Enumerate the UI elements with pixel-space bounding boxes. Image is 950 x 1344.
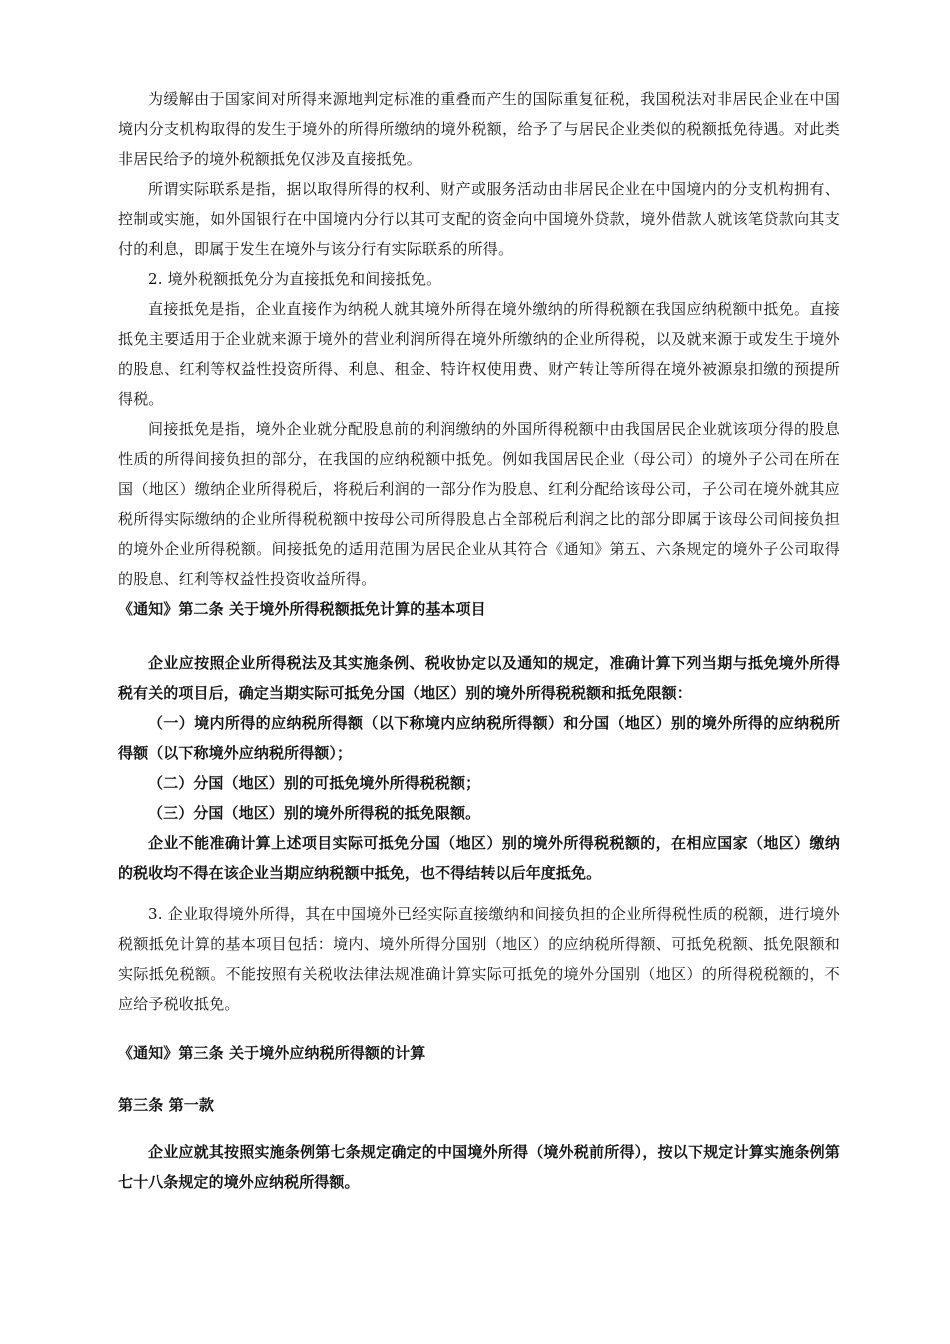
paragraph-actual-connection: 所谓实际联系是指，据以取得所得的权利、财产或服务活动由非居民企业在中国境内的分支机构拥有、控制或实施，如外国银行在中国境内分行以其可支配的资金向中国境外贷款，境外借款人就该笔贷款向其支付的利息，即属于发生在境外与该分行有实际联系的所得。 [118,180,840,258]
section-heading-article-2: 《通知》第二条 关于境外所得税额抵免计算的基本项目 [118,600,486,618]
explanation-block-2 [118,899,840,1019]
article-2-item-3: （三）分国（地区）别的境外所得税的抵免限额。 [148,804,481,822]
article-2-intro: 企业应按照企业所得税法及其实施条例、税收协定以及通知的规定，准确计算下列当期与抵免境外所得税有关的项目后，确定当期实际可抵免分国（地区）别的境外所得税税额和抵免限额： [118,654,840,702]
article-2-text [118,648,840,888]
article-2-item-1: （一）境内所得的应纳税所得额（以下称境内应纳税所得额）和分国（地区）别的境外所得的应纳税所得额（以下称境外应纳税所得额）； [118,714,840,762]
paragraph-indirect-credit: 间接抵免是指，境外企业就分配股息前的利润缴纳的外国所得税额中由我国居民企业就该项分得的股息性质的所得间接负担的部分，在我国的应纳税额中抵免。例如我国居民企业（母公司）的境外子公司在所在国（地区）缴纳企业所得税后，将税后利润的一部分作为股息、红利分配给该母公司，子公司在境外就其应税所得实际缴纳的企业所得税税额中按母公司所得股息占全部税后利润之比的部分即属于该母公司间接负担的境外企业所得税额。间接抵免的适用范围为居民企业从其符合《通知》第五、六条规定的境外子公司取得的股息、红利等权益性投资收益所得。 [118,420,840,588]
article-3-clause-1-text: 企业应就其按照实施条例第七条规定确定的中国境外所得（境外税前所得），按以下规定计算实施条例第七十八条规定的境外应纳税所得额。 [118,1143,840,1191]
paragraph-basic-items: 3. 企业取得境外所得，其在中国境外已经实际直接缴纳和间接负担的企业所得税性质的税额，进行境外税额抵免计算的基本项目包括：境内、境外所得分国别（地区）的应纳税所得额、可抵免税额、抵免限额和实际抵免税额。不能按照有关税收法律法规准确计算实际可抵免的境外分国别（地区）的所得税税额的，不应给予税收抵免。 [118,905,840,1013]
section-heading-article-3: 《通知》第三条 关于境外应纳税所得额的计算 [118,1044,426,1062]
explanation-block-1 [118,84,840,594]
article-3-text [118,1137,840,1197]
article-2-item-2: （二）分国（地区）别的可抵免境外所得税税额； [148,774,481,792]
subheading-article-3-clause-1: 第三条 第一款 [118,1096,214,1114]
article-2-conclusion: 企业不能准确计算上述项目实际可抵免分国（地区）别的境外所得税税额的，在相应国家（地区）缴纳的税收均不得在该企业当期应纳税额中抵免，也不得结转以后年度抵免。 [118,834,840,882]
paragraph-nonresident-credit: 为缓解由于国家间对所得来源地判定标准的重叠而产生的国际重复征税，我国税法对非居民企业在中国境内分支机构取得的发生于境外的所得所缴纳的境外税额，给予了与居民企业类似的税额抵免待遇。对此类非居民给予的境外税额抵免仅涉及直接抵免。 [118,90,840,168]
paragraph-credit-types: 2. 境外税额抵免分为直接抵免和间接抵免。 [148,270,442,288]
paragraph-direct-credit: 直接抵免是指，企业直接作为纳税人就其境外所得在境外缴纳的所得税额在我国应纳税额中抵免。直接抵免主要适用于企业就来源于境外的营业利润所得在境外所缴纳的企业所得税，以及就来源于或发生于境外的股息、红利等权益性投资所得、利息、租金、特许权使用费、财产转让等所得在境外被源泉扣缴的预提所得税。 [118,300,840,408]
